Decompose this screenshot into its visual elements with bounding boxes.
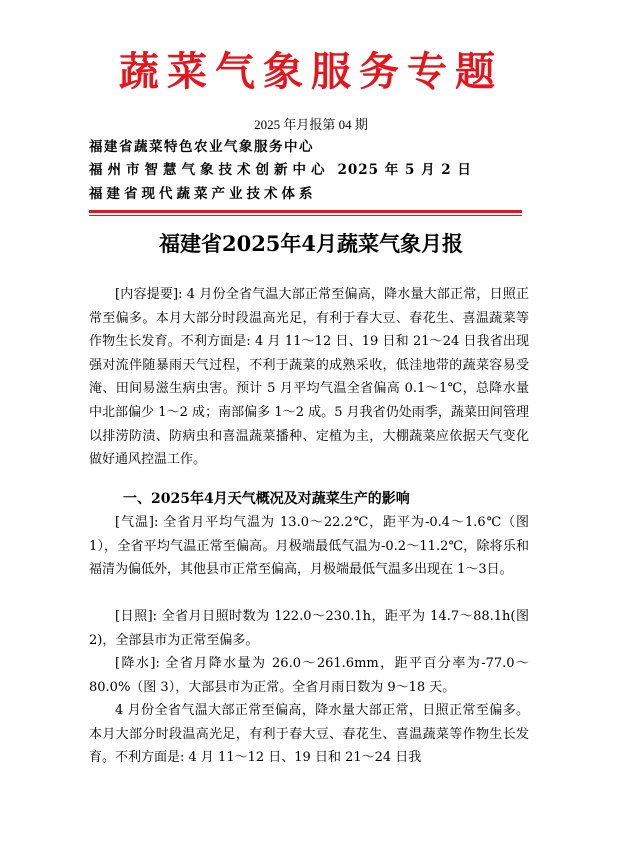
organization-3: 福建省现代蔬菜产业技术体系 xyxy=(89,186,317,202)
issue-number: 2025 年月报第 04 期 xyxy=(254,117,368,132)
masthead-title: 蔬菜气象服务专题 xyxy=(119,48,503,95)
organization-1: 福建省蔬菜特色农业气象服务中心 xyxy=(89,139,314,155)
publication-date: 2025 年 5 月 2 日 xyxy=(337,162,472,178)
sunshine-paragraph: [日照]: 全省月日照时数为 122.0～230.1h，距平为 14.7～88.1h(图 2)，全部县市为正常至偏多。 xyxy=(89,609,529,648)
temperature-paragraph: [气温]: 全省月平均气温为 13.0～22.2℃，距平为-0.4～1.6℃（图 1），全省平均气温正常至偏高。月极端最低气温为-0.2～11.2℃，除将乐和福清为偏低外，其他县市正常至偏高，月极端最低气温多出现在 1～3日。 xyxy=(89,515,529,578)
precipitation-paragraph: [降水]: 全省月降水量为 26.0～261.6mm，距平百分率为-77.0～80.0%（图 3），大部县市为正常。全省月雨日数为 9～18 天。 xyxy=(89,656,529,695)
header-divider-thin xyxy=(89,215,522,216)
summary-paragraph: [内容提要]: 4 月份全省气温大部正常至偏高，降水量大部正常，日照正常至偏多。本月大部分时段温高光足，有利于春大豆、春花生、喜温蔬菜等作物生长发育。不利方面是: 4 月 11～12 日、19 日和 21～24 日我省出现强对流伴随暴雨天气过程，不利于蔬菜的成熟采收，低洼地带的蔬菜容易受淹、田间易滋生病虫害。预计 5 月平均气温全省偏高 0.1～1℃，总降水量中北部偏少 1～2 成；南部偏多 1～2 成。5 月我省仍处雨季，蔬菜田间管理以排涝防渍、防病虫和喜温蔬菜播种、定植为主，大棚蔬菜应依据天气变化做好通风控温工作。 xyxy=(89,287,529,468)
organization-2: 福州市智慧气象技术创新中心 xyxy=(89,162,330,178)
impact-paragraph: 4 月份全省气温大部正常至偏高，降水量大部正常，日照正常至偏多。本月大部分时段温高光足，有利于春大豆、春花生、喜温蔬菜等作物生长发育。不利方面是: 4 月 11～12 日、19 日和 21～24 日我 xyxy=(89,703,529,766)
report-title: 福建省2025年4月蔬菜气象月报 xyxy=(158,231,464,256)
organization-2-line xyxy=(89,158,472,178)
header-divider-thick xyxy=(89,210,522,213)
section-heading: 一、2025年4月天气概况及对蔬菜生产的影响 xyxy=(123,491,410,507)
